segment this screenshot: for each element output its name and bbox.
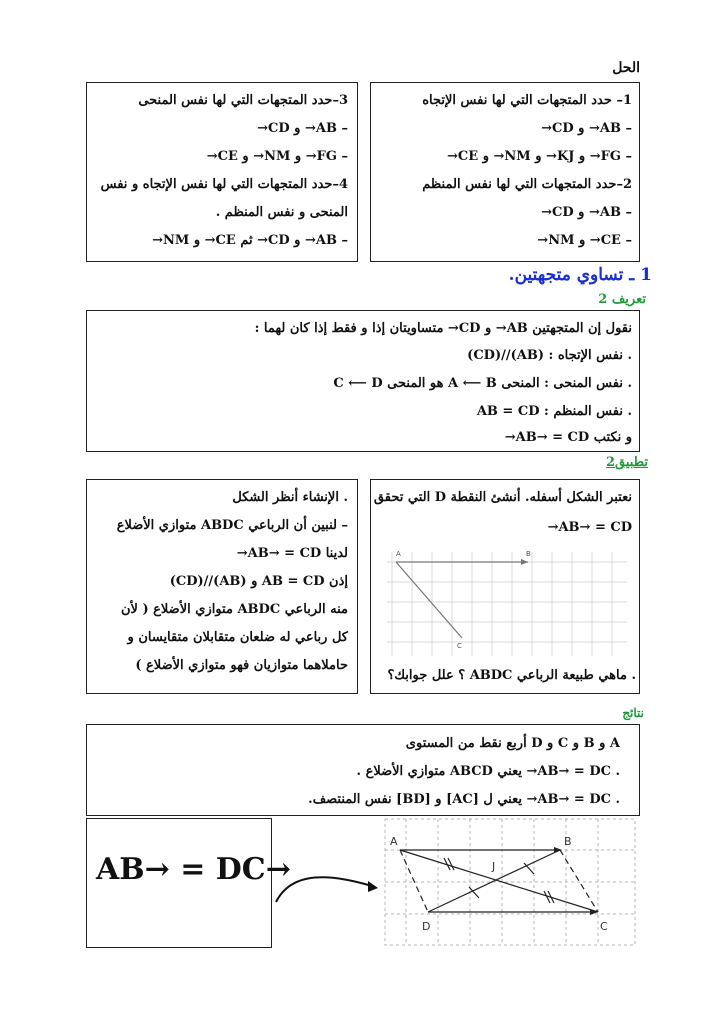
figure-label-a: A xyxy=(390,835,398,848)
curved-arrow-icon xyxy=(272,860,384,910)
q4-title-b: المنحى و نفس المنظم . xyxy=(215,205,348,220)
parallelogram-figure xyxy=(384,818,636,946)
q3-answer-2: – FG→ و NM→ و CE→ xyxy=(206,149,348,164)
answer-line-1: . الإنشاء أنظر الشكل xyxy=(232,490,348,505)
q1-answer-1: – AB→ و CD→ xyxy=(541,121,632,136)
definition-line-1: نقول إن المتجهتين AB→ و CD→ متساويتان إذا و فقط إذا كان لهما : xyxy=(254,321,632,336)
answer-line-3: لدينا AB→ = CD→ xyxy=(236,546,348,561)
answer-line-2: – لنبين أن الرباعي ABDC متوازي الأضلاع xyxy=(116,518,348,533)
q4-title-a: 4–حدد المتجهات التي لها نفس الإتجاه و نفس xyxy=(100,177,348,192)
results-line-1: A و B و C و D أربع نقط من المستوى xyxy=(405,736,620,751)
application-label: تطبيق2 xyxy=(605,455,648,470)
answer-line-6: كل رباعي له ضلعان متقابلان متقايسان و xyxy=(127,630,348,645)
definition-line-4: . نفس المنظم : AB = CD xyxy=(476,404,632,419)
exercise-line-1: نعتبر الشكل أسفله. أنشئ النقطة D التي تحقق xyxy=(373,490,632,505)
big-formula: AB→ = DC→ xyxy=(96,852,291,887)
q1-answer-2: – FG→ و KJ→ و NM→ و CE→ xyxy=(447,149,632,164)
figure-label-b: B xyxy=(564,835,572,848)
q3-title: 3–حدد المتجهات التي لها نفس المنحى xyxy=(138,93,348,108)
definition-label: تعريف 2 xyxy=(598,292,646,307)
section-heading: 1 ـ تساوي متجهتين. xyxy=(508,265,652,285)
grid-label-b: B xyxy=(526,550,531,558)
results-line-2: . AB→ = DC→ يعني ABCD متوازي الأضلاع . xyxy=(356,764,620,779)
q1-title: 1– حدد المتجهات التي لها نفس الإتجاه xyxy=(422,93,632,108)
answer-line-7: حاملاهما متوازيان فهو متوازي الأضلاع ) xyxy=(135,658,348,673)
q3-answer-1: – AB→ و CD→ xyxy=(257,121,348,136)
definition-line-5: و نكتب AB→ = CD→ xyxy=(504,430,632,445)
definition-line-3: . نفس المنحى : المنحى A ⟵ B هو المنحى C ⟵ D xyxy=(333,376,632,391)
q2-answer-2: – CE→ و NM→ xyxy=(537,233,632,248)
exercise-question: . ماهي طبيعة الرباعي ABDC ؟ علل جوابك؟ xyxy=(387,668,636,683)
grid-label-a: A xyxy=(396,550,401,558)
definition-line-2: . نفس الإتجاه : (AB)//(CD) xyxy=(467,348,632,363)
grid-label-c: C xyxy=(457,642,462,650)
solution-title: الحل xyxy=(612,60,640,76)
results-label: نتائج xyxy=(622,706,644,720)
answer-line-5: منه الرباعي ABDC متوازي الأضلاع ( لأن xyxy=(121,602,348,617)
q4-answer: – AB→ و CD→ ثم CE→ و NM→ xyxy=(152,233,348,248)
figure-label-d: D xyxy=(422,920,431,933)
exercise-line-2: AB→ = CD→ xyxy=(547,520,632,535)
results-line-3: . AB→ = DC→ يعني ل [AC] و [BD] نفس المنتصف. xyxy=(308,792,620,807)
q2-title: 2–حدد المتجهات التي لها نفس المنظم xyxy=(422,177,632,192)
figure-label-j: J xyxy=(492,860,496,873)
answer-line-4: إذن AB = CD و (AB)//(CD) xyxy=(169,574,348,589)
q2-answer-1: – AB→ و CD→ xyxy=(541,205,632,220)
figure-label-c: C xyxy=(600,920,608,933)
exercise-grid-figure xyxy=(382,544,632,664)
